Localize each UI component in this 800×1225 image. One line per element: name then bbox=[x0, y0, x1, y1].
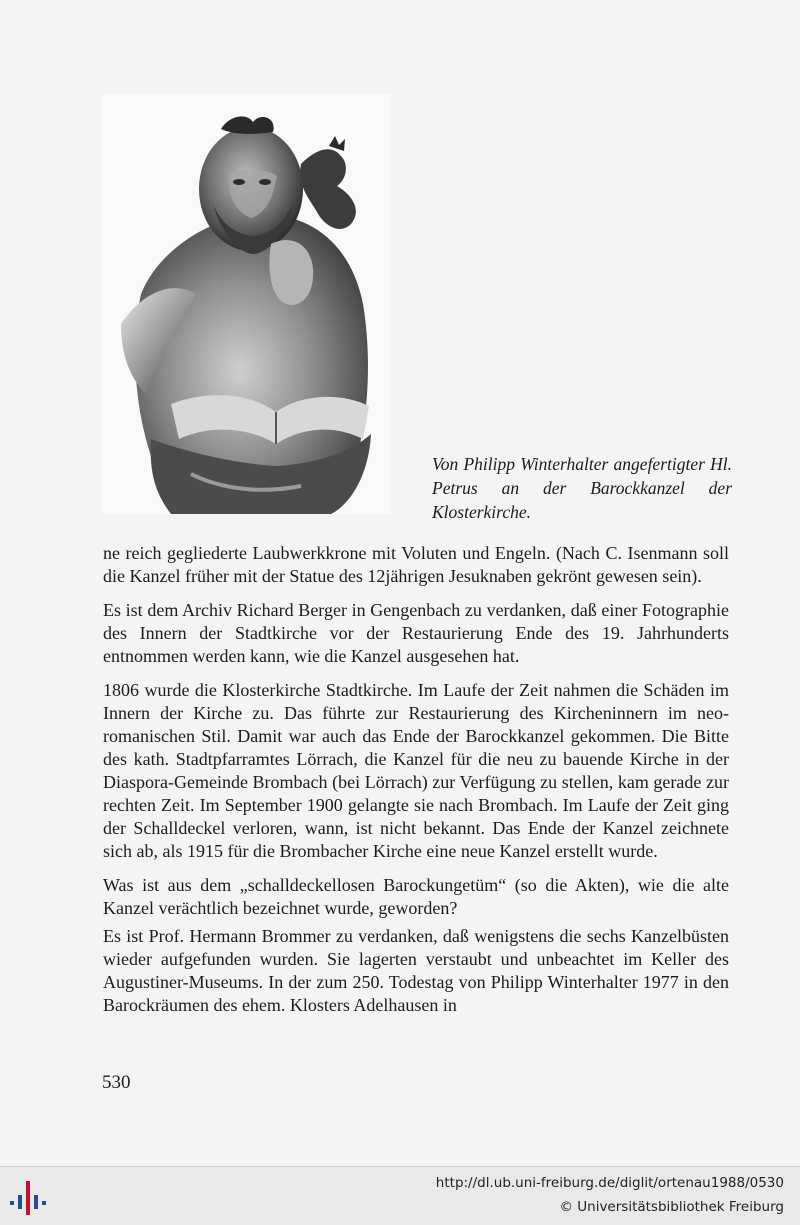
paragraph: 1806 wurde die Klosterkirche Stadtkirche. Im Laufe der Zeit nahmen die Schäden im Innern der Kirche zu. Das führte zur Restaurierung des Kircheninnern im neo-romanischen Stil. Damit war auch das Ende der Barockkanzel gekommen. Die Bitte des kath. Stadtpfarramtes Lörrach, die Kanzel für die neu zu bauende Kirche in der Diaspora-Gemeinde Brombach (bei Lörrach) zur Verfügung zu stellen, kam gerade zur rechten Zeit. Im September 1900 gelangte sie nach Brombach. Im Laufe der Zeit ging der Schalldeckel verloren, wann, ist nicht bekannt. Das Ende der Kanzel zeichnete sich ab, als 1915 für die Brombacher Kirche eine neue Kanzel erstellt wurde. bbox=[103, 680, 729, 861]
page-number: 530 bbox=[102, 1072, 131, 1093]
body-text bbox=[103, 542, 729, 1028]
sculpture-photo bbox=[101, 94, 391, 514]
document-url-link[interactable]: http://dl.ub.uni-freiburg.de/diglit/ortenau1988/0530 bbox=[435, 1175, 784, 1191]
paragraph: Es ist Prof. Hermann Brommer zu verdanken, daß wenigstens die sechs Kanzelbüsten wieder aufgefunden wurden. Sie lagerten verstaubt und unbeachtet im Keller des Augustiner-Museums. In der zum 250. Todestag von Philipp Winterhalter 1977 in den Barockräumen des ehem. Klosters Adelhausen in bbox=[103, 926, 729, 1015]
paragraph: ne reich gegliederte Laubwerkkrone mit Voluten und Engeln. (Nach C. Isenmann soll die Kanzel früher mit der Statue des 12jährigen Jesuknaben gekrönt gewesen sein). bbox=[103, 543, 729, 586]
paragraph: Was ist aus dem „schalldeckellosen Barockungetüm“ (so die Akten), wie die alte Kanzel verächtlich bezeichnet wurde, geworden? bbox=[103, 875, 729, 918]
ub-freiburg-logo-icon[interactable] bbox=[8, 1177, 48, 1219]
paragraph: Es ist dem Archiv Richard Berger in Gengenbach zu verdanken, daß einer Fotographie des Innern der Stadtkirche vor der Restaurierung Ende des 19. Jahrhunderts entnommen werden kann, wie die Kanzel ausgesehen hat. bbox=[103, 600, 729, 666]
footer-bar bbox=[0, 1166, 800, 1225]
copyright-text: © Universitätsbibliothek Freiburg bbox=[559, 1199, 784, 1215]
figure-caption: Von Philipp Winterhalter angefertigter Hl. Petrus an der Barockkanzel der Klosterkirche. bbox=[432, 454, 732, 522]
